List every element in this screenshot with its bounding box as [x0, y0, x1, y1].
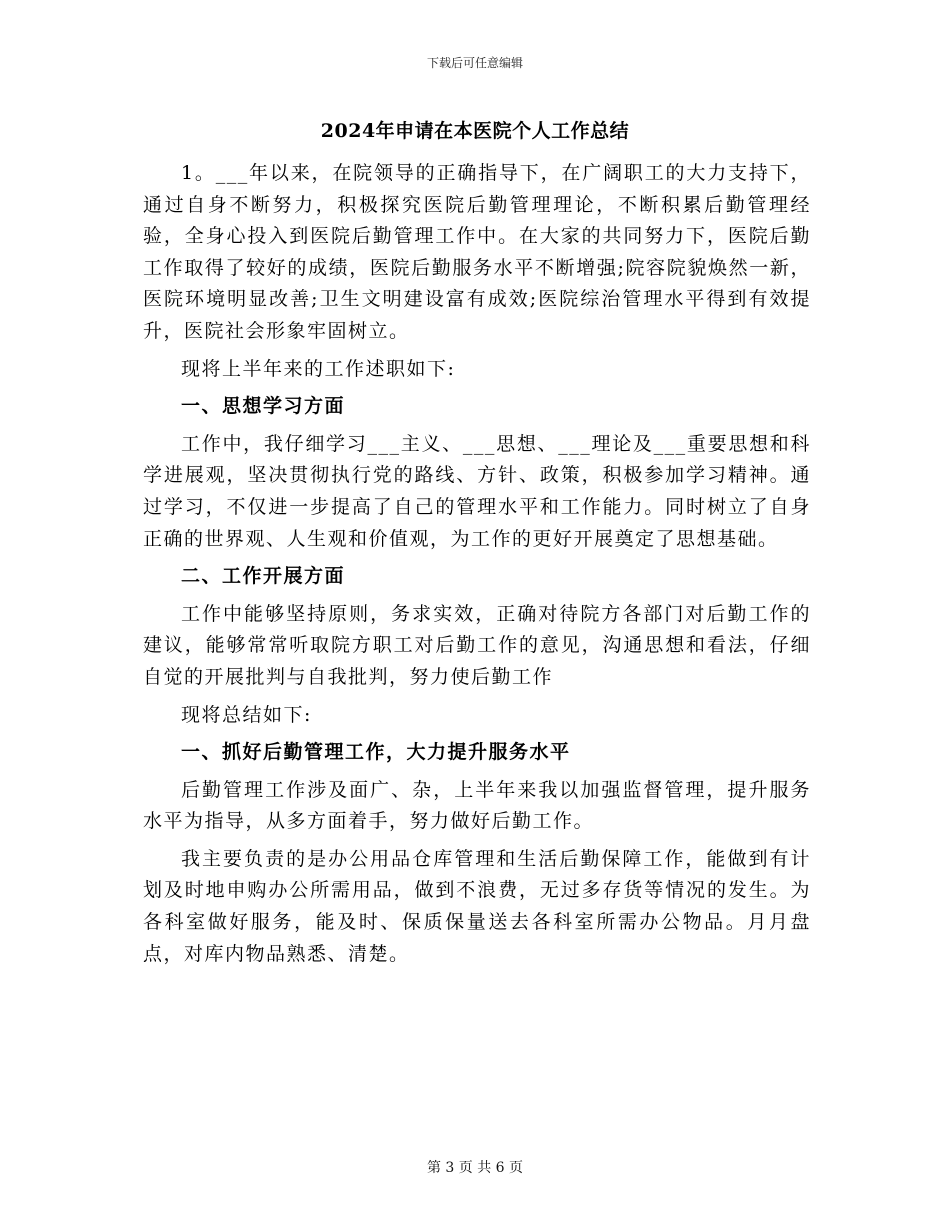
- document-title: 2024年申请在本医院个人工作总结: [320, 120, 630, 142]
- paragraph-summary-lead: 现将总结如下:: [181, 703, 312, 726]
- header-note: 下载后可任意编辑: [426, 56, 523, 70]
- paragraph-supplies: 我主要负责的是办公用品仓库管理和生活后勤保障工作，能做到有计划及时地申购办公所需用品，做到不浪费，无过多存货等情况的发生。为各科室做好服务，能及时、保质保量送去各科室所需办公物品。月月盘点，对库内物品熟悉、清楚。: [143, 847, 811, 965]
- paragraph-lead-in: 现将上半年来的工作述职如下:: [181, 357, 456, 380]
- paragraph-intro: 1。___年以来，在院领导的正确指导下，在广阔职工的大力支持下，通过自身不断努力，积极探究医院后勤管理理论，不断积累后勤管理经验，全身心投入到医院后勤管理工作中。在大家的共同努力下，医院后勤工作取得了较好的成绩，医院后勤服务水平不断增强;院容院貌焕然一新，医院环境明显改善;卫生文明建设富有成效;医院综治管理水平得到有效提升，医院社会形象牢固树立。: [143, 162, 811, 342]
- section-heading-logistics: 一、抓好后勤管理工作，大力提升服务水平: [181, 741, 571, 764]
- paragraph-logistics: 后勤管理工作涉及面广、杂，上半年来我以加强监督管理，提升服务水平为指导，从多方面着手，努力做好后勤工作。: [143, 778, 811, 833]
- section-heading-work: 二、工作开展方面: [181, 565, 346, 588]
- paragraph-work: 工作中能够坚持原则，务求实效，正确对待院方各部门对后勤工作的建议，能够常常听取院方职工对后勤工作的意见，沟通思想和看法，仔细自觉的开展批判与自我批判，努力使后勤工作: [143, 602, 811, 688]
- page-number: 第 3 页 共 6 页: [426, 1160, 524, 1176]
- paragraph-study: 工作中，我仔细学习___主义、___思想、___理论及___重要思想和科学进展观，坚决贯彻执行党的路线、方针、政策，积极参加学习精神。通过学习，不仅进一步提高了自己的管理水平和工作能力。同时树立了自身正确的世界观、人生观和价值观，为工作的更好开展奠定了思想基础。: [143, 432, 811, 550]
- document-body: [143, 158, 811, 970]
- section-heading-study: 一、思想学习方面: [181, 395, 346, 418]
